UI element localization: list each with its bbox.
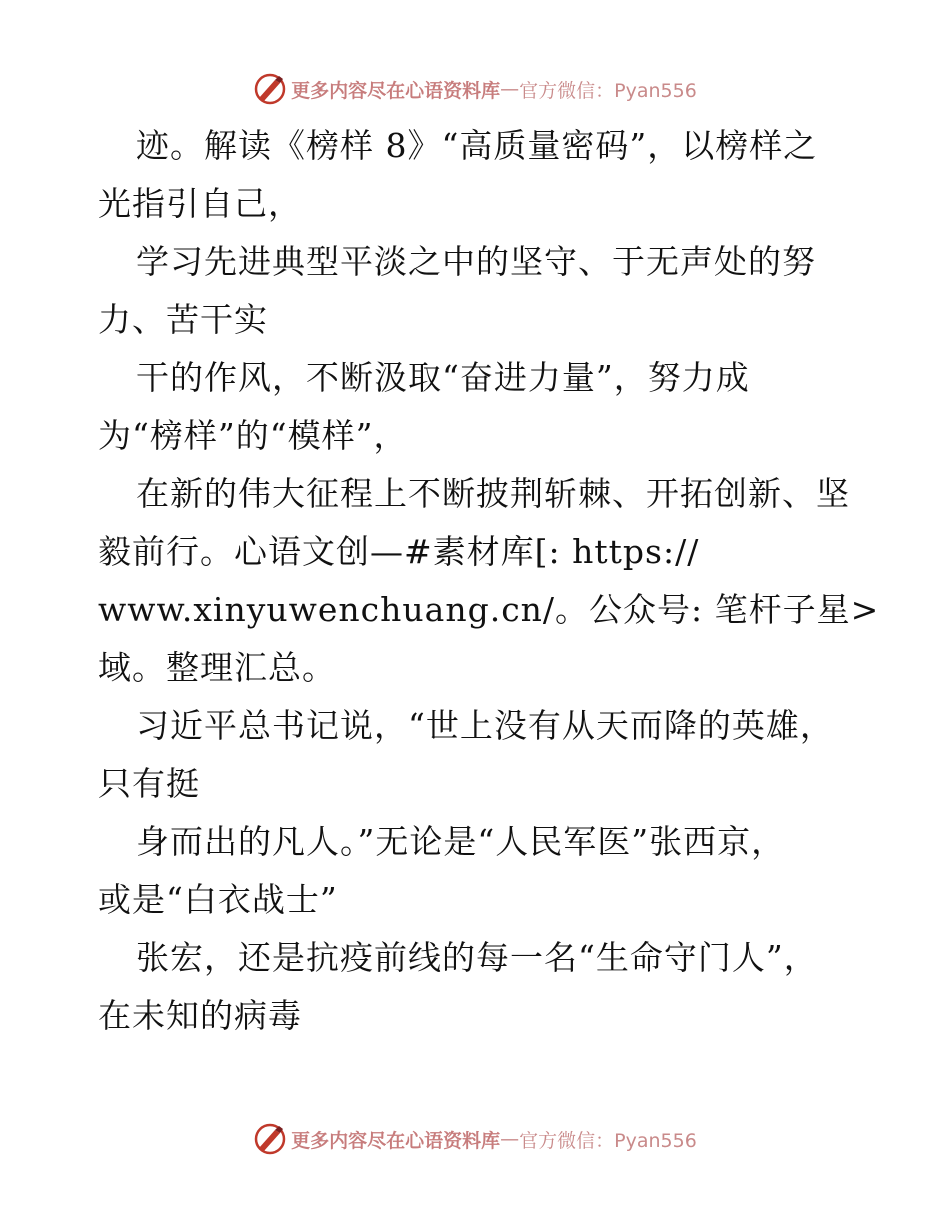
text-line: 力、苦干实 [98,300,268,339]
watermark-separator: — [500,1128,520,1150]
header-watermark [0,72,950,106]
text-line: 域。整理汇总。 [98,648,336,687]
text-line: 干的作风，不断汲取“奋进力量”，努力成 [136,358,750,397]
text-line: 在未知的病毒 [98,996,302,1035]
footer-watermark [0,1122,950,1156]
text-line: 光指引自己， [98,184,302,223]
watermark-main-text: 更多内容尽在心语资料库 [291,1129,501,1152]
watermark-separator: — [500,78,520,100]
text-line: 迹。解读《榜样 8》“高质量密码”，以榜样之 [136,126,818,165]
text-line: 学习先进典型平淡之中的坚守、于无声处的努 [136,242,816,281]
pen-logo-icon [253,1122,287,1156]
text-line: 习近平总书记说，“世上没有从天而降的英雄， [136,706,834,745]
text-line: 在新的伟大征程上不断披荆斩棘、开拓创新、坚 [136,474,850,513]
text-line: 身而出的凡人。”无论是“人民军医”张西京， [136,822,786,861]
text-line: 毅前行。心语文创—#素材库[: https:// [98,532,700,571]
watermark-wechat: 官方微信：Pyan556 [519,79,697,102]
text-line: 张宏，还是抗疫前线的每一名“生命守门人”， [136,938,818,977]
watermark-main-text: 更多内容尽在心语资料库 [291,79,501,102]
text-line: 只有挺 [98,764,200,803]
watermark-wechat: 官方微信：Pyan556 [519,1129,697,1152]
pen-logo-icon [253,72,287,106]
text-line: www.xinyuwenchuang.cn/。公众号: 笔杆子星> [98,590,880,629]
text-line: 或是“白衣战士” [98,880,338,919]
text-line: 为“榜样”的“模样”， [98,416,408,455]
